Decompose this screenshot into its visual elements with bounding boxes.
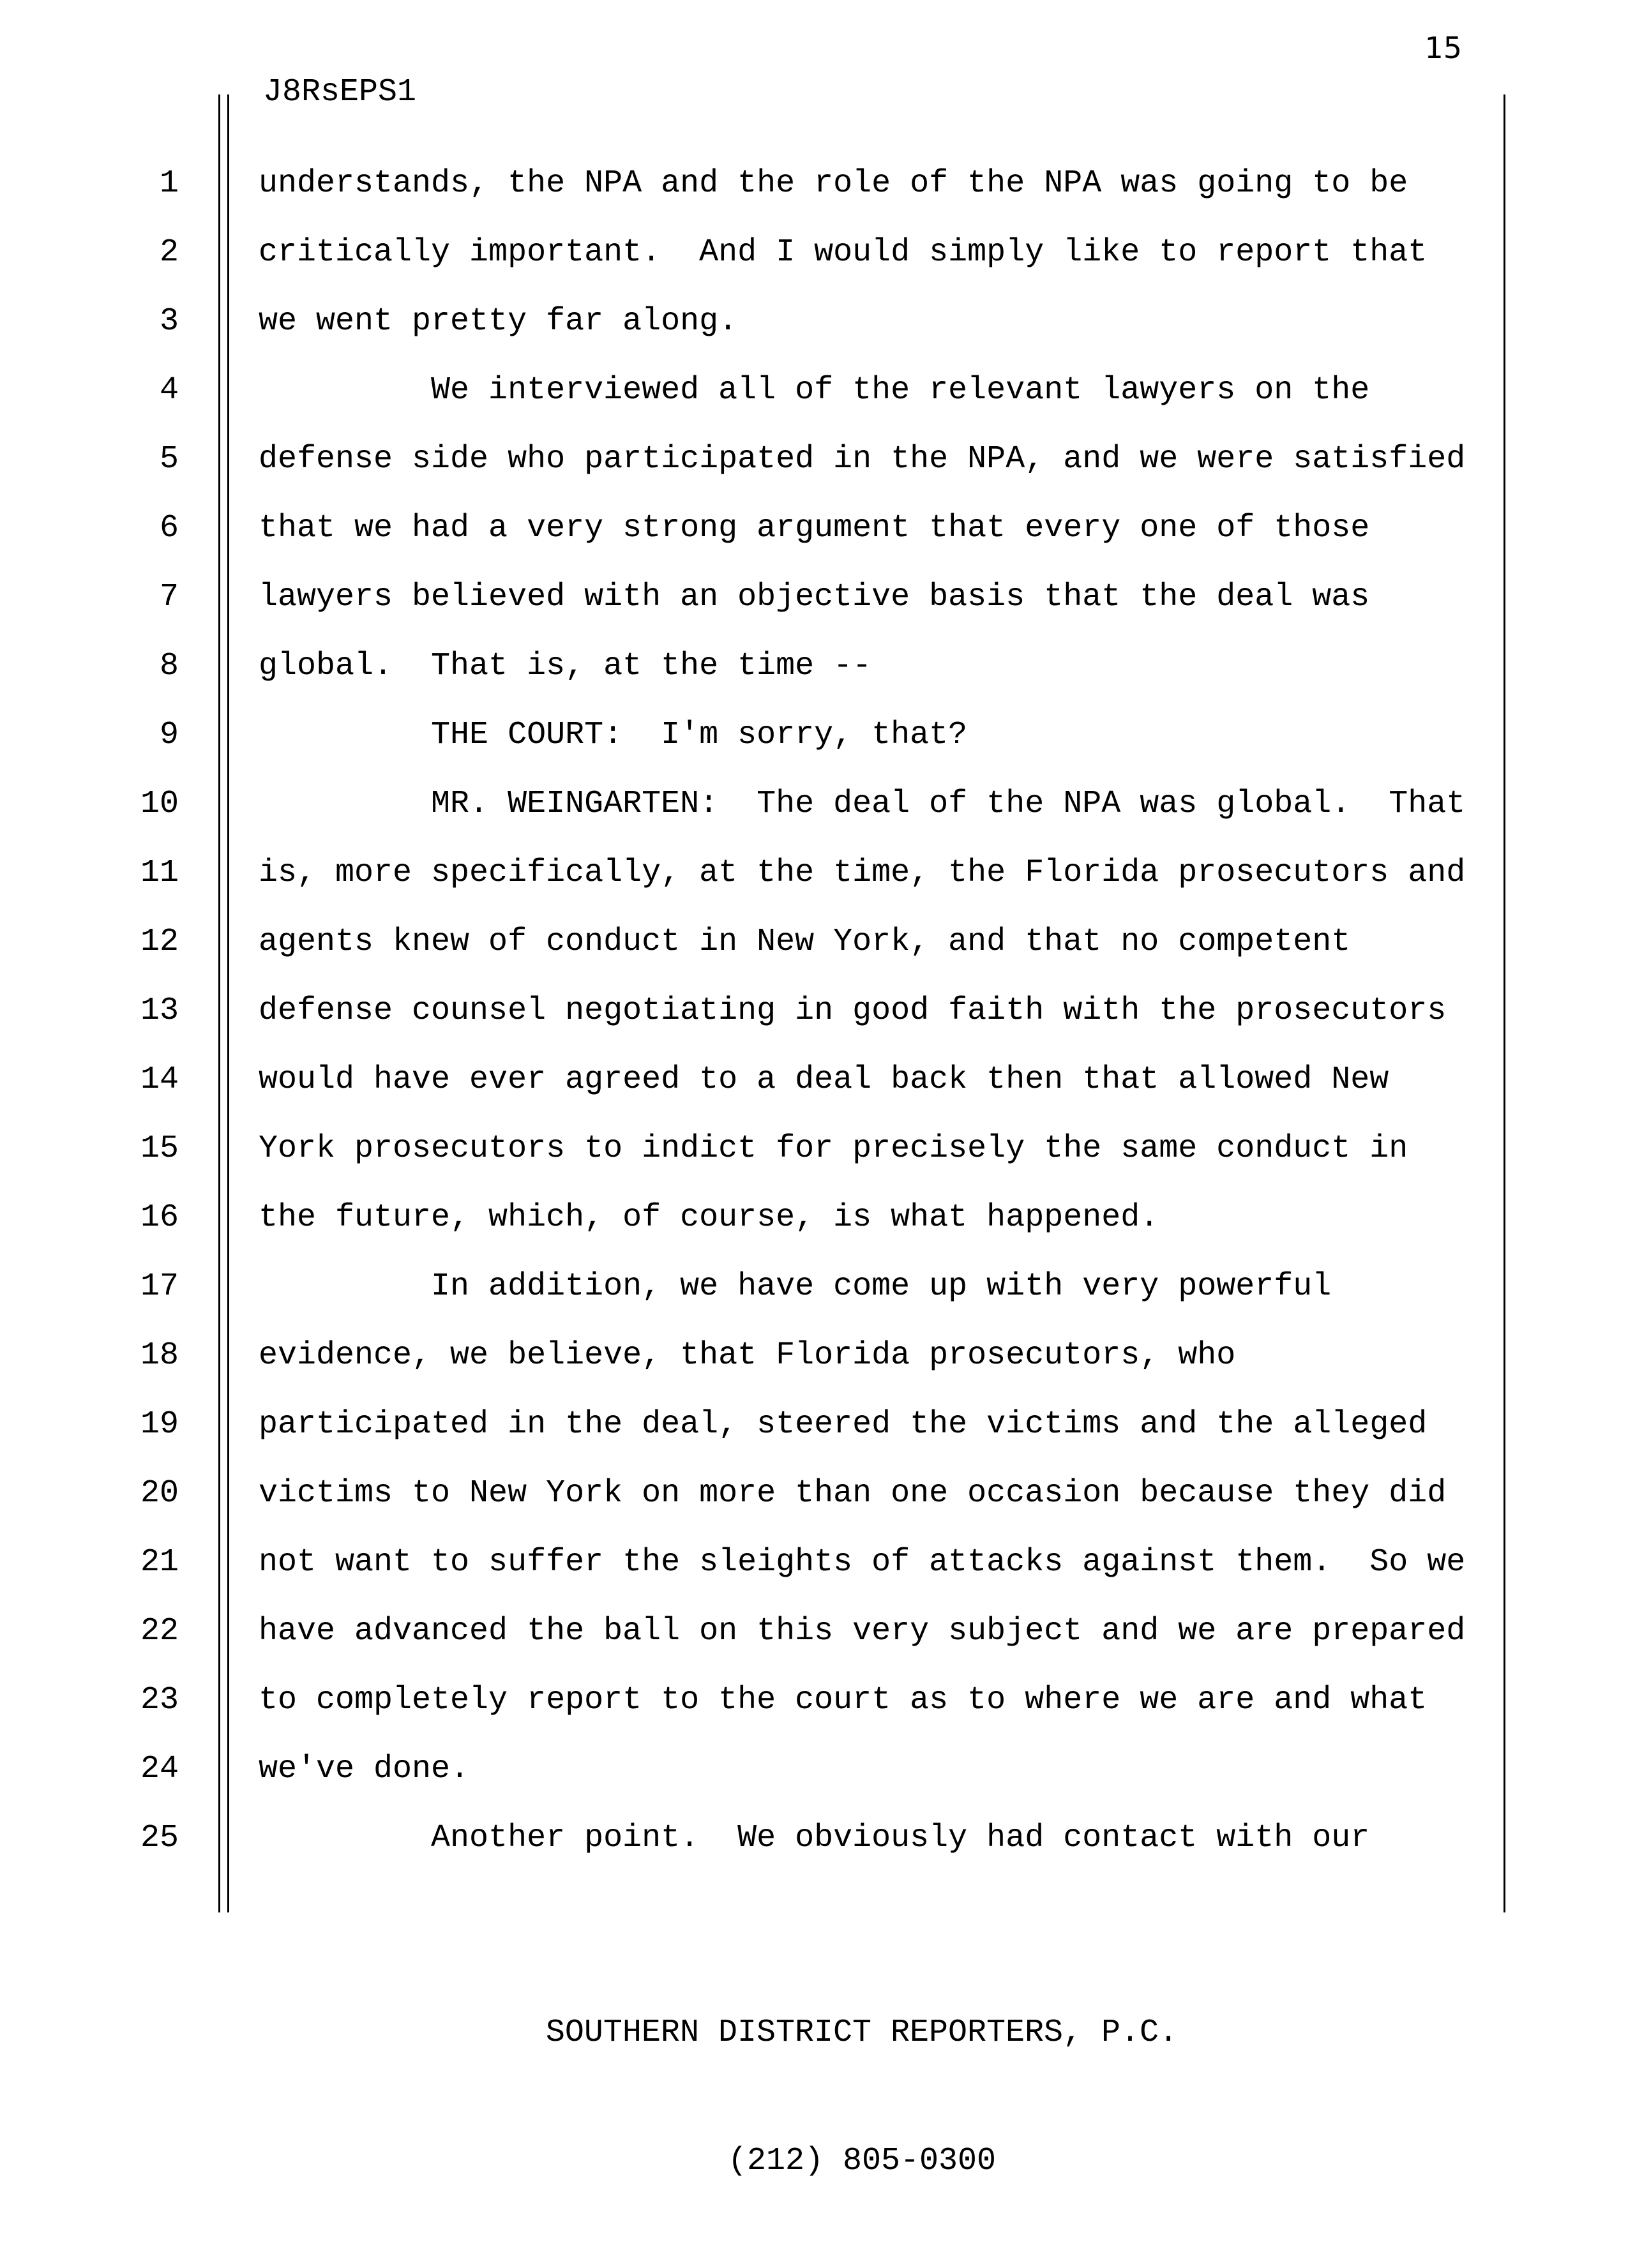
line-number: 21 xyxy=(140,1544,179,1581)
line-text: MR. WEINGARTEN: The deal of the NPA was global. That xyxy=(259,786,1466,822)
line-text: We interviewed all of the relevant lawyers on the xyxy=(259,372,1370,409)
line-number: 8 xyxy=(159,648,179,684)
line-text: THE COURT: I'm sorry, that? xyxy=(259,717,968,753)
transcript-line xyxy=(115,494,1465,563)
line-number: 1 xyxy=(159,165,179,202)
line-text: would have ever agreed to a deal back then that allowed New xyxy=(259,1062,1389,1098)
line-text: victims to New York on more than one occasion because they did xyxy=(259,1475,1447,1512)
line-number: 6 xyxy=(159,510,179,546)
transcript-line xyxy=(115,1666,1465,1735)
line-number: 2 xyxy=(159,234,179,271)
transcript-line xyxy=(115,563,1465,632)
transcript-line xyxy=(115,356,1465,425)
transcript-line xyxy=(115,1115,1465,1183)
transcript-line xyxy=(115,977,1465,1046)
line-number: 14 xyxy=(140,1062,179,1098)
line-number: 3 xyxy=(159,303,179,340)
line-number: 16 xyxy=(140,1199,179,1236)
transcript-header-id: J8RsEPS1 xyxy=(263,74,417,110)
line-number: 19 xyxy=(140,1406,179,1443)
page-footer xyxy=(220,1926,1504,2268)
line-text: understands, the NPA and the role of the NPA was going to be xyxy=(259,165,1408,202)
line-number: 4 xyxy=(159,372,179,409)
line-text: critically important. And I would simply like to report that xyxy=(259,234,1428,271)
footer-reporter-name: SOUTHERN DISTRICT REPORTERS, P.C. xyxy=(545,2015,1179,2051)
transcript-line xyxy=(115,1321,1465,1390)
transcript-line xyxy=(115,632,1465,701)
line-text: is, more specifically, at the time, the Florida prosecutors and xyxy=(259,855,1466,891)
line-text: agents knew of conduct in New York, and that no competent xyxy=(259,924,1351,960)
line-number: 13 xyxy=(140,993,179,1029)
line-number: 9 xyxy=(159,717,179,753)
line-text: we went pretty far along. xyxy=(259,303,738,340)
line-text: that we had a very strong argument that every one of those xyxy=(259,510,1370,546)
line-text: In addition, we have come up with very powerful xyxy=(259,1268,1332,1305)
line-number: 12 xyxy=(140,924,179,960)
transcript-line xyxy=(115,149,1465,218)
line-text: evidence, we believe, that Florida prosecutors, who xyxy=(259,1337,1236,1374)
transcript-line xyxy=(115,1390,1465,1459)
line-text: defense counsel negotiating in good faith with the prosecutors xyxy=(259,993,1447,1029)
transcript-line xyxy=(115,701,1465,770)
line-text: the future, which, of course, is what happened. xyxy=(259,1199,1159,1236)
line-number: 18 xyxy=(140,1337,179,1374)
transcript-body xyxy=(115,149,1465,1873)
transcript-line xyxy=(115,1183,1465,1252)
line-number: 11 xyxy=(140,855,179,891)
line-text: we've done. xyxy=(259,1751,470,1787)
line-text: participated in the deal, steered the victims and the alleged xyxy=(259,1406,1428,1443)
line-text: lawyers believed with an objective basis that the deal was xyxy=(259,579,1370,615)
transcript-line xyxy=(115,1459,1465,1528)
transcript-line xyxy=(115,287,1465,356)
transcript-line xyxy=(115,908,1465,977)
transcript-line xyxy=(115,1597,1465,1666)
page-number: 15 xyxy=(1424,31,1462,65)
footer-phone-number: (212) 805-0300 xyxy=(727,2143,997,2179)
line-number: 5 xyxy=(159,441,179,477)
line-text: global. That is, at the time -- xyxy=(259,648,872,684)
line-number: 22 xyxy=(140,1613,179,1649)
line-text: York prosecutors to indict for precisely the same conduct in xyxy=(259,1130,1408,1167)
line-text: not want to suffer the sleights of attacks against them. So we xyxy=(259,1544,1466,1581)
line-text: Another point. We obviously had contact with our xyxy=(259,1820,1370,1856)
right-margin-rule xyxy=(1504,94,1505,1912)
line-number: 17 xyxy=(140,1268,179,1305)
line-number: 23 xyxy=(140,1682,179,1718)
transcript-line xyxy=(115,1804,1465,1873)
line-text: defense side who participated in the NPA, and we were satisfied xyxy=(259,441,1466,477)
transcript-line xyxy=(115,839,1465,908)
transcript-line xyxy=(115,1252,1465,1321)
transcript-line xyxy=(115,425,1465,494)
transcript-line xyxy=(115,770,1465,839)
line-number: 24 xyxy=(140,1751,179,1787)
transcript-line xyxy=(115,1735,1465,1804)
transcript-line xyxy=(115,1046,1465,1115)
transcript-line xyxy=(115,218,1465,287)
line-number: 25 xyxy=(140,1820,179,1856)
line-text: have advanced the ball on this very subject and we are prepared xyxy=(259,1613,1466,1649)
line-number: 7 xyxy=(159,579,179,615)
transcript-line xyxy=(115,1528,1465,1597)
line-text: to completely report to the court as to where we are and what xyxy=(259,1682,1428,1718)
line-number: 20 xyxy=(140,1475,179,1512)
line-number: 10 xyxy=(140,786,179,822)
line-number: 15 xyxy=(140,1130,179,1167)
